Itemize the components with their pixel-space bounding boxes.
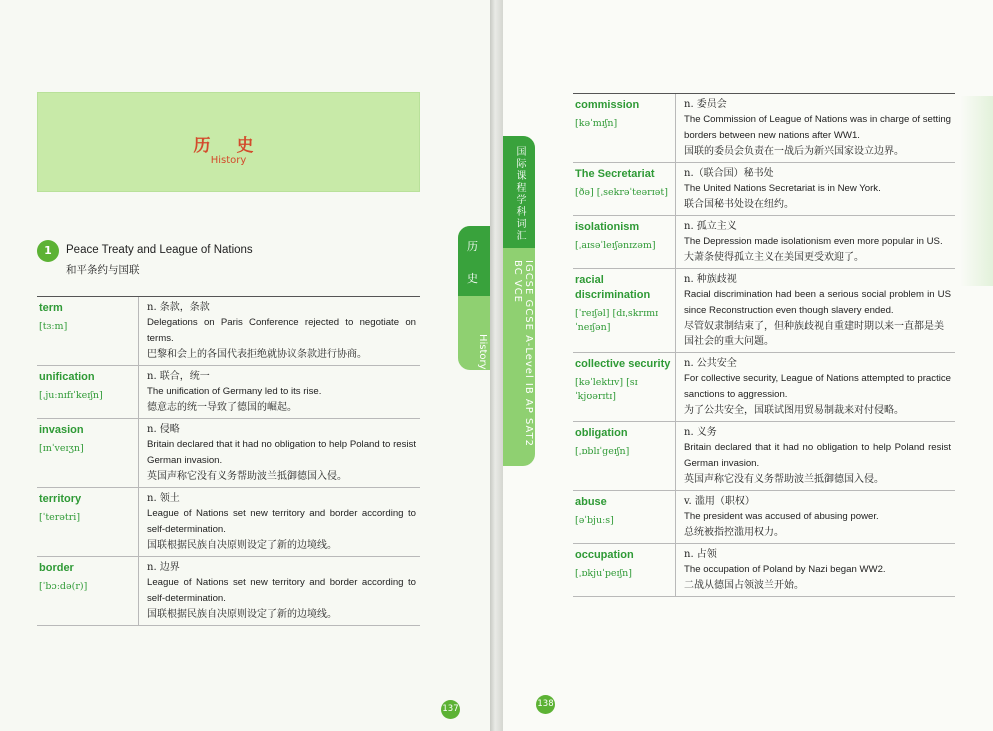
example-chinese: 二战从德国占领波兰开始。 [684,580,804,591]
term-word: isolationism [575,221,640,233]
term-cell [37,557,138,625]
term-word: racial discrimination [575,274,651,301]
series-title-chinese: 国际课程学科词汇 [514,146,525,242]
term-word: collective security [575,358,671,370]
part-of-speech-meaning: v. 滥用（职权） [684,496,755,507]
term-phonetic: [ɪnˈveɪʒn] [39,443,84,454]
vocab-row [37,419,420,488]
example-english: Racial discrimination had been a serious social problem in US since Reconstruction even though slavery ended. [684,289,951,316]
example-english: The president was accused of abusing power. [684,511,879,522]
term-word: obligation [575,427,628,439]
definition-cell [138,366,420,418]
definition-cell [675,422,955,490]
side-tab-english: History [477,334,488,370]
vocab-row [37,557,420,626]
definition-cell [675,544,955,596]
part-of-speech-meaning: n. 孤立主义 [684,221,737,232]
definition-cell [675,163,955,215]
side-tab-char-2: 史 [467,272,478,285]
term-phonetic: [ˈbɔːdə(r)] [39,581,88,592]
part-of-speech-meaning: n. 领土 [147,493,180,504]
term-phonetic: [kəˈlektɪv] [sɪˈkjʊərɪtɪ] [575,377,638,402]
term-cell [573,544,675,596]
part-of-speech-meaning: n. 条款，条款 [147,302,210,313]
vocab-row [573,353,955,422]
next-page-edge [960,96,993,286]
section-subtitle: 和平条约与国联 [66,264,140,276]
term-word: occupation [575,549,634,561]
example-english: League of Nations set new territory and border according to self-determination. [147,577,416,604]
term-word: The Secretariat [575,168,655,180]
part-of-speech-meaning: n. 种族歧视 [684,274,737,285]
series-title-english: IGCSE GCSE A-Level IB AP SAT2 BC VCE [512,260,534,448]
vocab-row [37,366,420,419]
left-page [0,0,490,731]
part-of-speech-meaning: n. 联合，统一 [147,371,210,382]
term-phonetic: [ˌɒblɪˈgeɪʃn] [575,446,630,457]
vocab-row [37,488,420,557]
part-of-speech-meaning: n. 委员会 [684,99,727,110]
chapter-banner [37,92,420,192]
definition-cell [138,419,420,487]
term-cell [573,94,675,162]
part-of-speech-meaning: n. 义务 [684,427,717,438]
series-side-tab[interactable] [503,136,535,466]
example-chinese: 国联根据民族自决原则设定了新的边境线。 [147,609,337,620]
vocabulary-table-right [573,93,955,597]
term-word: unification [39,371,95,383]
example-chinese: 国联的委员会负责在一战后为新兴国家设立边界。 [684,146,904,157]
part-of-speech-meaning: n. 占领 [684,549,717,560]
vocab-row [37,297,420,366]
definition-cell [675,269,955,352]
example-english: For collective security, League of Nations attempted to practice sanctions to aggression. [684,373,951,400]
vocab-row [573,269,955,353]
book-gutter [490,0,503,731]
example-english: Britain declared that it had no obligation to help Poland to resist German invasion. [147,439,416,466]
definition-cell [675,216,955,268]
definition-cell [138,297,420,365]
term-phonetic: [tɜːm] [39,321,68,332]
term-phonetic: [ðə] [ˌsekrəˈteərɪət] [575,187,668,198]
example-english: Delegations on Paris Conference rejected to negotiate on terms. [147,317,416,344]
term-word: commission [575,99,640,111]
example-chinese: 为了公共安全，国联试图用贸易制裁来对付侵略。 [684,405,904,416]
part-of-speech-meaning: n.（联合国）秘书处 [684,168,774,179]
vocab-row [573,491,955,544]
section-number-badge: 1 [37,240,59,262]
vocab-row [573,163,955,216]
vocab-row [573,216,955,269]
part-of-speech-meaning: n. 公共安全 [684,358,737,369]
example-chinese: 德意志的统一导致了德国的崛起。 [147,402,297,413]
term-phonetic: [kəˈmɪʃn] [575,118,618,129]
term-cell [573,491,675,543]
example-chinese: 尽管奴隶制结束了，但种族歧视自重建时期以来一直都是美国社会的重大问题。 [684,321,944,347]
section-title: Peace Treaty and League of Nations [66,244,253,256]
term-word: invasion [39,424,84,436]
definition-cell [138,488,420,556]
term-cell [573,353,675,421]
term-phonetic: [ˌaɪsəˈleɪʃənɪzəm] [575,240,656,251]
chapter-subtitle: History [210,155,247,166]
term-word: abuse [575,496,607,508]
term-phonetic: [ˌjuːnɪfɪˈkeɪʃn] [39,390,103,401]
example-chinese: 巴黎和会上的各国代表拒绝就协议条款进行协商。 [147,349,367,360]
example-chinese: 国联根据民族自决原则设定了新的边境线。 [147,540,337,551]
history-side-tab[interactable] [458,226,490,370]
example-english: The Depression made isolationism even more popular in US. [684,236,943,247]
definition-cell [675,94,955,162]
example-english: The unification of Germany led to its rise. [147,386,322,397]
side-tab-char-1: 历 [467,240,478,253]
part-of-speech-meaning: n. 边界 [147,562,180,573]
example-english: The occupation of Poland by Nazi began WW2. [684,564,886,575]
example-english: Britain declared that it had no obligation to help Poland resist German invasion. [684,442,951,469]
example-chinese: 联合国秘书处设在纽约。 [684,199,794,210]
term-cell [573,163,675,215]
term-word: border [39,562,74,574]
term-cell [573,216,675,268]
vocabulary-table-left [37,296,420,626]
term-cell [573,269,675,352]
term-phonetic: [ˈterətri] [39,512,81,523]
vocab-row [573,94,955,163]
term-cell [37,419,138,487]
page-number-left: 137 [441,700,460,719]
example-english: League of Nations set new territory and border according to self-determination. [147,508,416,535]
example-chinese: 大萧条使得孤立主义在美国更受欢迎了。 [684,252,864,263]
term-cell [37,297,138,365]
term-phonetic: [ˌɒkjuˈpeɪʃn] [575,568,632,579]
example-english: The United Nations Secretariat is in New York. [684,183,881,194]
definition-cell [675,491,955,543]
chapter-title: 历 史 [193,136,264,156]
page-number-right: 138 [536,695,555,714]
term-word: territory [39,493,82,505]
term-word: term [39,302,63,314]
term-cell [573,422,675,490]
example-english: The Commission of League of Nations was in charge of setting borders between new nations after WW1. [684,114,951,141]
term-phonetic: [əˈbjuːs] [575,515,614,526]
term-cell [37,488,138,556]
example-chinese: 英国声称它没有义务帮助波兰抵御德国入侵。 [147,471,347,482]
vocab-row [573,544,955,597]
term-cell [37,366,138,418]
definition-cell [138,557,420,625]
vocab-row [573,422,955,491]
definition-cell [675,353,955,421]
term-phonetic: [ˈreɪʃəl] [dɪˌskrɪmɪˈneɪʃən] [575,308,659,333]
part-of-speech-meaning: n. 侵略 [147,424,180,435]
example-chinese: 英国声称它没有义务帮助波兰抵御德国入侵。 [684,474,884,485]
example-chinese: 总统被指控滥用权力。 [684,527,784,538]
